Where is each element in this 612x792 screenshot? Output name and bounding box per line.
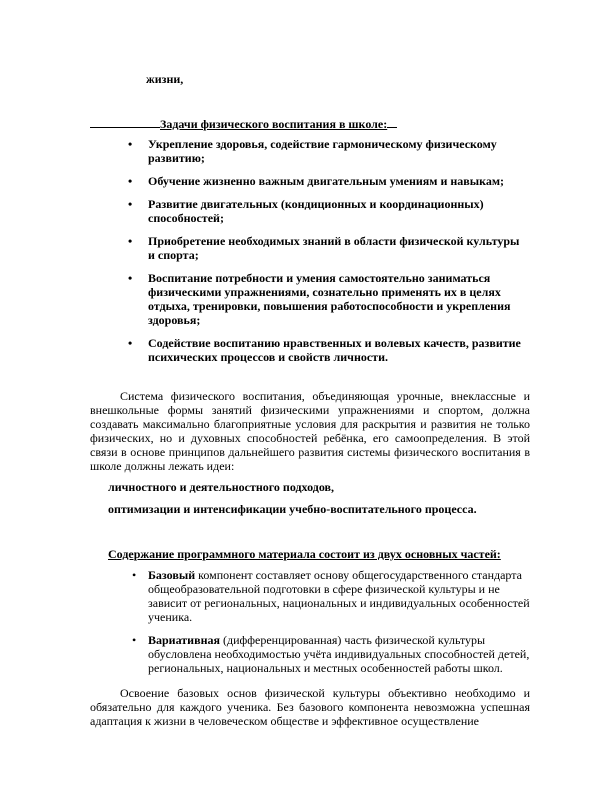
heading-underline-lead bbox=[90, 116, 160, 128]
bullet-icon: • bbox=[128, 271, 133, 285]
tasks-heading-text: Задачи физического воспитания в школе: bbox=[160, 117, 388, 131]
part-text: компонент составляет основу общегосударственного стандарта общеобразовательной подготовки в сфере физической культуры и не зависит от региональных, национальных и индивидуальных особенностей ученика. bbox=[148, 568, 530, 624]
tasks-list bbox=[128, 137, 528, 373]
list-item bbox=[128, 137, 528, 165]
parts-list bbox=[132, 568, 532, 684]
paragraph-basics: Освоение базовых основ физической культуры объективно необходимо и обязательно для каждого ученика. Без базового компонента невозможна успешная адаптация к жизни в человеческом обществе и эффективное осуществление bbox=[90, 686, 530, 728]
task-text: Укрепление здоровья, содействие гармоническому физическому развитию; bbox=[148, 137, 497, 165]
bullet-icon: • bbox=[132, 633, 137, 647]
task-text: Содействие воспитанию нравственных и волевых качеств, развитие психических процессов и свойств личности. bbox=[148, 336, 521, 364]
list-item bbox=[128, 174, 528, 188]
ideas-list bbox=[108, 480, 477, 524]
bullet-icon: • bbox=[128, 336, 133, 350]
bullet-icon: • bbox=[128, 174, 133, 188]
part-term: Базовый bbox=[148, 568, 196, 582]
task-text: Развитие двигательных (кондиционных и координационных) способностей; bbox=[148, 197, 484, 225]
intro-line: жизни, bbox=[146, 72, 184, 86]
part-text: (дифференцированная) часть физической культуры обусловлена необходимостью учёта индивидуальных способностей детей, региональных, национальных и местных особенностей работы школ. bbox=[148, 633, 530, 675]
list-item bbox=[128, 234, 528, 262]
tasks-heading bbox=[90, 116, 397, 131]
paragraph-system: Система физического воспитания, объединяющая урочные, внеклассные и внешкольные формы занятий физическими упражнениями и спортом, должна создавать максимально благоприятные условия для раскрытия и развития не только физических, но и духовных способностей ребёнка, его самоопределения. В этой связи в основе принципов дальнейшего развития системы физического воспитания в школе должны лежать идеи: bbox=[90, 389, 530, 473]
bullet-icon: • bbox=[128, 234, 133, 248]
task-text: Обучение жизненно важным двигательным умениям и навыкам; bbox=[148, 174, 505, 188]
bullet-icon: • bbox=[128, 197, 133, 211]
part-term: Вариативная bbox=[148, 633, 220, 647]
content-heading: Содержание программного материала состоит из двух основных частей: bbox=[108, 547, 501, 561]
list-item bbox=[128, 197, 528, 225]
list-item bbox=[128, 336, 528, 364]
list-item bbox=[132, 633, 532, 675]
task-text: Приобретение необходимых знаний в области физической культуры и спорта; bbox=[148, 234, 520, 262]
heading-underline-trail bbox=[387, 116, 397, 128]
bullet-icon: • bbox=[128, 137, 133, 151]
list-item bbox=[132, 568, 532, 624]
list-item bbox=[128, 271, 528, 327]
idea-item: личностного и деятельностного подходов, bbox=[108, 480, 335, 494]
idea-item: оптимизации и интенсификации учебно-воспитательного процесса. bbox=[108, 502, 477, 516]
bullet-icon: • bbox=[132, 568, 137, 582]
task-text: Воспитание потребности и умения самостоятельно заниматься физическими упражнениями, сознательно применять их в целях отдыха, тренировки, повышения работоспособности и укрепления здоровья; bbox=[148, 271, 511, 327]
